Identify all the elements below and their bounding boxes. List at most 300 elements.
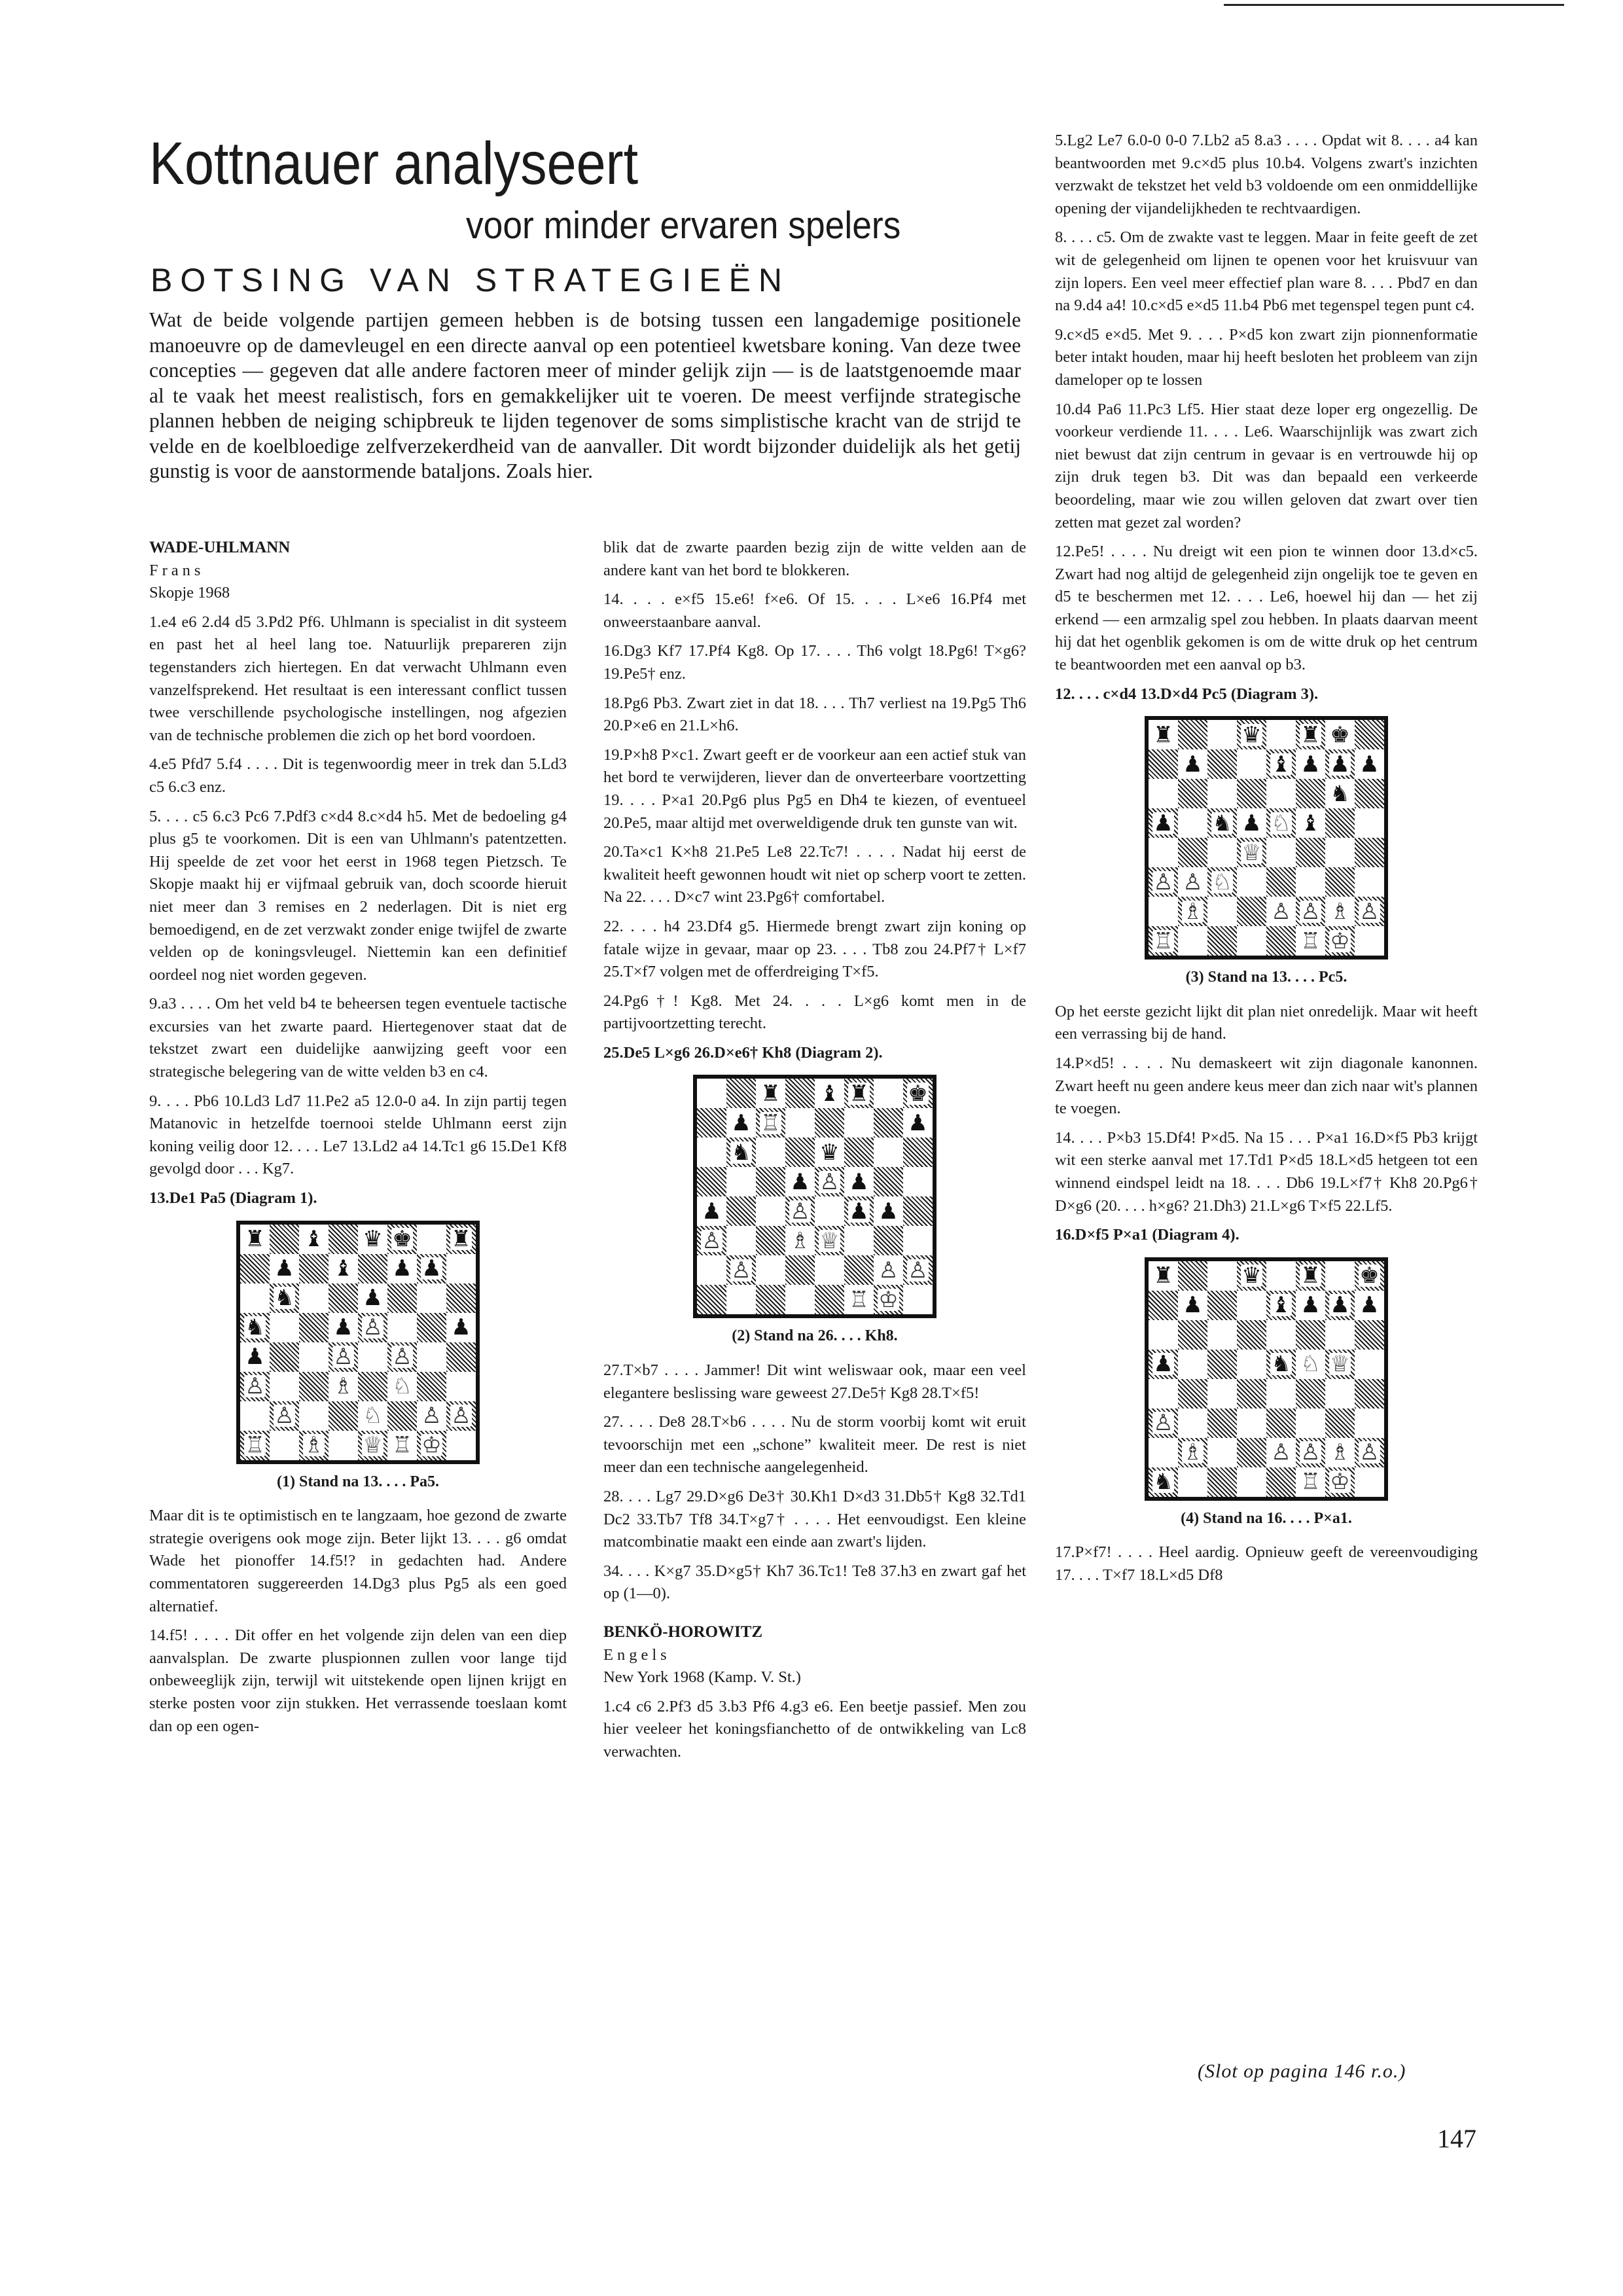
annotation-paragraph: 34. . . . K×g7 35.D×g5† Kh7 36.Tc1! Te8 37.h3 en zwart gaf het op (1—0).	[603, 1562, 1026, 1603]
annotation-paragraph: 9. . . . Pb6 10.Ld3 Ld7 11.Pe2 a5 12.0-0 a4. In zijn partij tegen Matanovic in hetzelfde toernooi stelde Uhlmann eerst zijn koning veilig door 12. . . . Le7 13.Ld2 a4 14.Tc1 g6 15.De1 Kf8 gevolgd door . . . Kg7.	[149, 1092, 567, 1178]
board-square	[1149, 1408, 1178, 1438]
board-square	[697, 1196, 726, 1226]
board-square	[240, 1342, 270, 1372]
board-square	[1266, 1320, 1296, 1350]
board-square	[903, 1196, 933, 1226]
board-square	[1237, 867, 1266, 897]
chess-piece-icon: ♟	[333, 1314, 353, 1341]
page-number: 147	[1437, 2124, 1476, 2153]
board-square	[844, 1079, 874, 1108]
annotation-paragraph: 4.e5 Pfd7 5.f4 . . . . Dit is tegenwoordig meer in trek dan 5.Ld3 c5 6.c3 enz.	[149, 755, 567, 796]
board-square	[756, 1255, 785, 1285]
game-1-players: WADE-UHLMANN	[149, 539, 291, 556]
board-square	[1149, 749, 1178, 779]
chess-piece-icon: ♗	[333, 1373, 353, 1400]
chess-piece-icon: ♖	[1300, 927, 1321, 954]
board-square	[387, 1431, 417, 1460]
chess-piece-icon: ♜	[760, 1080, 781, 1107]
board-square	[417, 1254, 446, 1283]
annotation-paragraph: 12.Pe5! . . . . Nu dreigt wit een pion te winnen door 13.d×c5. Zwart had nog altijd de gelegenheid zijn ongelijk toe te geven en d5 te beschermen met 12. . . . Le6, hoewel hij dan — het zij erkend — een armzalig spel zou hebben. In plaats daarvan meent hij dat het ogenblik gekomen is om de witte druk op het centrum te beantwoorden met een aanval op b3.	[1055, 543, 1478, 674]
board-square	[1207, 897, 1237, 926]
board-square	[726, 1226, 756, 1255]
board-square	[874, 1108, 903, 1138]
chess-piece-icon: ♝	[1300, 810, 1321, 836]
board-square	[446, 1401, 476, 1431]
chess-piece-icon: ♙	[1300, 898, 1321, 925]
annotation-paragraph: Maar dit is te optimistisch en te langzaam, hoe gezond de zwarte strategie overigens ook moge zijn. Beter lijkt 13. . . . g6 omdat Wade het pionoffer 14.f5!? in gedachten had. Andere commentatoren suggereerden 14.Dg3 plus Pg5 als een goed alternatief.	[149, 1507, 567, 1615]
chess-piece-icon: ♝	[1271, 751, 1291, 778]
chess-piece-icon: ♝	[304, 1226, 324, 1253]
chess-piece-icon: ♙	[1359, 898, 1380, 925]
chess-piece-icon: ♙	[790, 1198, 810, 1225]
board-square	[417, 1431, 446, 1460]
chess-piece-icon: ♛	[363, 1226, 383, 1253]
board-square	[1237, 1438, 1266, 1467]
board-square	[1325, 749, 1355, 779]
annotation-paragraph: 16.D×f5 P×a1 (Diagram 4).	[1055, 1226, 1240, 1244]
board-square	[1178, 1408, 1207, 1438]
chess-piece-icon: ♖	[849, 1286, 869, 1313]
board-square	[1355, 1438, 1384, 1467]
game-2-event: New York 1968 (Kamp. V. St.)	[603, 1668, 801, 1687]
board-square	[1149, 1291, 1178, 1320]
board-square	[446, 1431, 476, 1460]
chess-piece-icon: ♜	[451, 1226, 471, 1253]
board-square	[1149, 1261, 1178, 1291]
board-square	[697, 1079, 726, 1108]
board-square	[815, 1196, 844, 1226]
chess-piece-icon: ♟	[908, 1109, 928, 1136]
board-square	[1207, 1291, 1237, 1320]
board-square	[329, 1225, 358, 1254]
board-square	[1355, 897, 1384, 926]
board-square	[1178, 779, 1207, 808]
chess-piece-icon: ♜	[245, 1226, 265, 1253]
board-square	[1325, 779, 1355, 808]
board-square	[756, 1079, 785, 1108]
board-square	[1296, 779, 1325, 808]
board-square	[756, 1138, 785, 1167]
board-square	[299, 1401, 329, 1431]
board-square	[844, 1255, 874, 1285]
chess-piece-icon: ♖	[1300, 1469, 1321, 1496]
chess-piece-icon: ♟	[1183, 751, 1203, 778]
chess-piece-icon: ♛	[1241, 1263, 1262, 1289]
chess-piece-icon: ♟	[1153, 1351, 1173, 1378]
chess-piece-icon: ♟	[1300, 751, 1321, 778]
annotation-paragraph: 5.Lg2 Le7 6.0-0 0-0 7.Lb2 a5 8.a3 . . . . Opdat wit 8. . . . a4 kan beantwoorden met 9.c×d5 plus 10.b4. Volgens zwart's inzichten verzwakt de tekstzet het veld b3 voldoende om een onmiddellijke opening der vijandelijkheden te rechtvaardigen.	[1055, 132, 1478, 217]
board-square	[1207, 808, 1237, 838]
annotation-paragraph: 27. . . . De8 28.T×b6 . . . . Nu de storm voorbij komt wit eruit tevoorschijn met een „schone” kwaliteit meer. De rest is niet meer dan een technische aangelegenheid.	[603, 1413, 1026, 1477]
board-square	[240, 1372, 270, 1401]
board-square	[1237, 1261, 1266, 1291]
board-square	[1325, 808, 1355, 838]
board-square	[1207, 1438, 1237, 1467]
board-square	[240, 1254, 270, 1283]
board-square	[1149, 1320, 1178, 1350]
board-square	[697, 1108, 726, 1138]
chess-piece-icon: ♖	[245, 1432, 265, 1459]
chess-piece-icon: ♙	[908, 1257, 928, 1283]
board-square	[1237, 720, 1266, 749]
annotation-paragraph: 14. . . . e×f5 15.e6! f×e6. Of 15. . . . L×e6 16.Pf4 met onweerstaanbare aanval.	[603, 590, 1026, 631]
board-square	[1355, 1379, 1384, 1408]
board-square	[1355, 749, 1384, 779]
board-square	[785, 1138, 815, 1167]
chess-piece-icon: ♕	[1241, 839, 1262, 866]
board-square	[785, 1255, 815, 1285]
board-square	[726, 1167, 756, 1196]
board-square	[446, 1342, 476, 1372]
board-square	[1325, 838, 1355, 867]
chess-piece-icon: ♞	[1212, 810, 1232, 836]
board-square	[1178, 749, 1207, 779]
board-square	[358, 1401, 387, 1431]
chess-piece-icon: ♙	[421, 1403, 442, 1429]
board-square	[815, 1167, 844, 1196]
diagram-caption: (1) Stand na 13. . . . Pa5.	[276, 1473, 440, 1490]
board-square	[1355, 720, 1384, 749]
board-square	[240, 1401, 270, 1431]
chess-piece-icon: ♕	[819, 1227, 840, 1254]
chess-piece-icon: ♟	[1153, 810, 1173, 836]
annotation-paragraph: 1.c4 c6 2.Pf3 d5 3.b3 Pf6 4.g3 e6. Een beetje passief. Men zou hier veeleer het koningsfianchetto of de ontwikkeling van Lc8 verwachten.	[603, 1697, 1026, 1761]
board-square	[1325, 1467, 1355, 1497]
board-square	[1149, 838, 1178, 867]
chess-piece-icon: ♙	[702, 1227, 722, 1254]
board-square	[874, 1167, 903, 1196]
chess-board	[1145, 716, 1388, 960]
board-square	[299, 1283, 329, 1313]
board-square	[1296, 838, 1325, 867]
board-square	[1355, 808, 1384, 838]
chess-piece-icon: ♙	[1153, 869, 1173, 895]
board-square	[270, 1283, 299, 1313]
board-square	[844, 1167, 874, 1196]
board-square	[299, 1313, 329, 1342]
board-square	[446, 1254, 476, 1283]
intro-paragraph	[149, 308, 1021, 484]
annotation-paragraph: 9.c×d5 e×d5. Met 9. . . . P×d5 kon zwart zijn pionnenformatie beter intakt houden, maar hij heeft besloten het probleem van zijn dameloper op te lossen	[1055, 325, 1478, 389]
chess-piece-icon: ♞	[1271, 1351, 1291, 1378]
board-square	[844, 1226, 874, 1255]
annotation-paragraph: 18.Pg6 Pb3. Zwart ziet in dat 18. . . . Th7 verliest na 19.Pg5 Th6 20.P×e6 en 21.L×h6.	[603, 694, 1026, 735]
board-square	[1149, 897, 1178, 926]
chess-piece-icon: ♗	[790, 1227, 810, 1254]
section-title: BOTSING VAN STRATEGIEËN	[151, 262, 791, 298]
chess-piece-icon: ♗	[1183, 898, 1203, 925]
board-square	[726, 1138, 756, 1167]
board-square	[446, 1283, 476, 1313]
chess-piece-icon: ♟	[245, 1344, 265, 1371]
chess-piece-icon: ♕	[363, 1432, 383, 1459]
board-square	[1149, 808, 1178, 838]
chess-piece-icon: ♙	[363, 1314, 383, 1341]
board-square	[417, 1283, 446, 1313]
annotation-paragraph: 14.P×d5! . . . . Nu demaskeert wit zijn diagonale kanonnen. Zwart heeft nu geen andere keus meer dan zich naar wit's plannen te voegen.	[1055, 1054, 1478, 1118]
board-square	[446, 1372, 476, 1401]
chess-piece-icon: ♜	[1153, 1263, 1173, 1289]
board-square	[1237, 1350, 1266, 1379]
chess-piece-icon: ♙	[392, 1344, 412, 1371]
chess-piece-icon: ♟	[1300, 1292, 1321, 1319]
board-square	[1266, 808, 1296, 838]
chess-piece-icon: ♙	[451, 1403, 471, 1429]
chess-piece-icon: ♙	[1153, 1410, 1173, 1437]
annotation-paragraph: 28. . . . Lg7 29.D×g6 De3† 30.Kh1 D×d3 31.Db5† Kg8 32.Td1 Dc2 33.Tb7 Tf8 34.T×g7† . . . . Het eenvoudigst. Een kleine matcombinatie maakt een einde aan zwart's lijden.	[603, 1488, 1026, 1551]
board-square	[756, 1108, 785, 1138]
chess-piece-icon: ♟	[1241, 810, 1262, 836]
board-square	[329, 1431, 358, 1460]
board-square	[785, 1196, 815, 1226]
board-square	[1266, 838, 1296, 867]
board-square	[1178, 1261, 1207, 1291]
top-rule	[1224, 4, 1564, 6]
board-square	[1296, 1291, 1325, 1320]
board-square	[1355, 838, 1384, 867]
board-square	[1178, 838, 1207, 867]
chess-piece-icon: ♜	[1300, 721, 1321, 748]
board-square	[299, 1254, 329, 1283]
board-square	[1237, 1467, 1266, 1497]
chess-piece-icon: ♟	[1183, 1292, 1203, 1319]
game-1-opening: Frans	[149, 561, 205, 579]
board-square	[785, 1079, 815, 1108]
board-square	[446, 1313, 476, 1342]
board-square	[1266, 1467, 1296, 1497]
board-square	[874, 1196, 903, 1226]
chess-piece-icon: ♟	[849, 1198, 869, 1225]
chess-piece-icon: ♚	[908, 1080, 928, 1107]
board-square	[1296, 1379, 1325, 1408]
chess-piece-icon: ♚	[1330, 721, 1350, 748]
board-square	[1207, 1408, 1237, 1438]
board-square	[1237, 779, 1266, 808]
chess-piece-icon: ♝	[1271, 1292, 1291, 1319]
board-square	[815, 1079, 844, 1108]
board-square	[1325, 926, 1355, 956]
annotation-paragraph: 10.d4 Pa6 11.Pc3 Lf5. Hier staat deze loper erg ongezellig. De voorkeur verdiende 11. . . . Le6. Waarschijnlijk was zwart zich niet bewust dat zijn centrum in gevaar is en vertrouwde hij op zijn druk tegen b3. Dit was dan bepaald een verkeerde beoordeling, maar wie zou willen geloven dat zwart over tien zetten mat gezet zal worden?	[1055, 400, 1478, 531]
board-square	[1178, 1291, 1207, 1320]
board-square	[785, 1285, 815, 1314]
board-square	[1325, 1350, 1355, 1379]
game-2-players: BENKÖ-HOROWITZ	[603, 1623, 763, 1641]
board-square	[1207, 1379, 1237, 1408]
board-square	[1149, 867, 1178, 897]
chess-piece-icon: ♟	[790, 1168, 810, 1195]
board-square	[874, 1255, 903, 1285]
annotation-paragraph: 14. . . . P×b3 15.Df4! P×d5. Na 15 . . . P×a1 16.D×f5 Pb3 krijgt wit een sterke aanval met 17.Td1 P×d5 18.L×d5 hetgeen tot een winnend eindspel leidt na 18. . . . Db6 19.L×f7† Kh8 20.Pg6† D×g6 (20. . . . h×g6? 21.Dh3) 21.L×g6 T×f5 22.Lf5.	[1055, 1128, 1478, 1215]
board-square	[1296, 1408, 1325, 1438]
board-square	[697, 1167, 726, 1196]
board-square	[697, 1255, 726, 1285]
board-square	[844, 1196, 874, 1226]
board-square	[1178, 1320, 1207, 1350]
board-square	[1355, 926, 1384, 956]
board-square	[1207, 779, 1237, 808]
chess-diagram-1	[236, 1221, 480, 1494]
board-square	[299, 1225, 329, 1254]
board-square	[1325, 867, 1355, 897]
board-square	[329, 1313, 358, 1342]
board-square	[1237, 749, 1266, 779]
board-square	[387, 1313, 417, 1342]
board-square	[1149, 1467, 1178, 1497]
board-square	[1296, 1350, 1325, 1379]
board-square	[299, 1431, 329, 1460]
chess-piece-icon: ♘	[1212, 869, 1232, 895]
board-square	[1237, 838, 1266, 867]
board-square	[1237, 1291, 1266, 1320]
board-square	[329, 1283, 358, 1313]
chess-piece-icon: ♙	[878, 1257, 899, 1283]
board-square	[756, 1167, 785, 1196]
board-square	[1296, 1261, 1325, 1291]
board-square	[240, 1283, 270, 1313]
chess-piece-icon: ♗	[1183, 1439, 1203, 1466]
board-square	[1266, 897, 1296, 926]
board-square	[329, 1401, 358, 1431]
chess-piece-icon: ♟	[702, 1198, 722, 1225]
board-square	[329, 1372, 358, 1401]
annotation-paragraph: 22. . . . h4 23.Df4 g5. Hiermede brengt zwart zijn koning op fatale wijze in gevaar, maar op 23. . . . Tb8 zou 24.Pf7† L×f7 25.T×f7 volgen met de offerdreiging T×f5.	[603, 917, 1026, 981]
board-square	[756, 1196, 785, 1226]
board-square	[1296, 1467, 1325, 1497]
column-3	[1055, 130, 1478, 1594]
board-square	[1325, 897, 1355, 926]
chess-piece-icon: ♙	[1271, 1439, 1291, 1466]
chess-piece-icon: ♞	[1330, 780, 1350, 807]
board-square	[387, 1254, 417, 1283]
board-square	[903, 1255, 933, 1285]
board-square	[1325, 1408, 1355, 1438]
annotation-paragraph: 20.Ta×c1 K×h8 21.Pe5 Le8 22.Tc7! . . . . Nadat hij eerst de kwaliteit heeft gewonnen houdt wit niet op scherp voort te zetten. Na 22. . . . D×c7 wint 23.Pg6† comfortabel.	[603, 843, 1026, 906]
chess-piece-icon: ♜	[1300, 1263, 1321, 1289]
chess-piece-icon: ♟	[392, 1255, 412, 1282]
board-square	[387, 1372, 417, 1401]
annotation-paragraph: 16.Dg3 Kf7 17.Pf4 Kg8. Op 17. . . . Th6 volgt 18.Pg6! T×g6? 19.Pe5† enz.	[603, 642, 1026, 683]
board-square	[815, 1108, 844, 1138]
chess-piece-icon: ♘	[1271, 810, 1291, 836]
board-square	[1237, 1408, 1266, 1438]
annotation-paragraph: 24.Pg6†! Kg8. Met 24. . . . L×g6 komt men in de partijvoortzetting terecht.	[603, 992, 1026, 1033]
board-square	[1296, 1320, 1325, 1350]
chess-piece-icon: ♟	[421, 1255, 442, 1282]
page-subtitle: voor minder ervaren spelers	[466, 204, 901, 247]
board-square	[785, 1108, 815, 1138]
chess-piece-icon: ♟	[274, 1255, 294, 1282]
board-square	[1355, 1320, 1384, 1350]
board-square	[270, 1372, 299, 1401]
chess-board	[236, 1221, 480, 1464]
chess-piece-icon: ♔	[421, 1432, 442, 1459]
annotation-paragraph: 14.f5! . . . . Dit offer en het volgende zijn delen van een diep aanvalsplan. De zwarte pluspionnen zullen voor lange tijd onbeweeglijk zijn, terwijl wit uitstekende open lijnen krijgt en sterke posten voor zijn stukken. Het verrassende toeslaan komt dan op een ogen-	[149, 1626, 567, 1735]
board-square	[1178, 897, 1207, 926]
chess-piece-icon: ♙	[245, 1373, 265, 1400]
chess-piece-icon: ♛	[819, 1139, 840, 1166]
chess-piece-icon: ♞	[274, 1285, 294, 1312]
annotation-paragraph: 13.De1 Pa5 (Diagram 1).	[149, 1189, 317, 1208]
board-square	[1178, 1438, 1207, 1467]
annotation-paragraph: 5. . . . c5 6.c3 Pc6 7.Pdf3 c×d4 8.c×d4 h5. Met de bedoeling g4 plus g5 te voorkomen. Dit is een van Uhlmann's patentzetten. Hij speelde de zet voor het eerst in 1968 tegen Pietzsch. Te Skopje maakt hij er vijfmaal gebruik van, doch scoorde hieruit niet meer dan 3 remises en 2 nederlagen. Dit is niet erg bemoedigend, en de zet verzwakt zonder enige twijfel de zwarte velden op de koningsvleugel. Niettemin kan een definitief oordeel nog niet worden gegeven.	[149, 807, 567, 984]
board-square	[1207, 926, 1237, 956]
chess-piece-icon: ♙	[731, 1257, 751, 1283]
board-square	[1178, 926, 1207, 956]
board-square	[299, 1372, 329, 1401]
board-square	[726, 1108, 756, 1138]
board-square	[815, 1226, 844, 1255]
board-square	[903, 1285, 933, 1314]
board-square	[1178, 1350, 1207, 1379]
board-square	[1237, 808, 1266, 838]
intro-text: Wat de beide volgende partijen gemeen hebben is de botsing tussen een langademige positionele manoeuvre op de damevleugel en een directe aanval op een potentieel kwetsbare koning. Van deze twee concepties — gegeven dat alle andere factoren meer of minder gelijk zijn — is de laatstgenoemde maar al te vaak het meest realistisch, fors en gemakkelijker uit te voeren. De meest verfijnde strategische plannen hebben de neiging schipbreuk te lijden tegenover de soms simplistische kracht van de strijd te velde en de koelbloedige zelfverzekerdheid van de aanvaller. Dit wordt bijzonder duidelijk als het getij gunstig is voor de aanstormende bataljons. Zoals hier.	[149, 308, 1021, 482]
board-square	[358, 1342, 387, 1372]
board-square	[1178, 720, 1207, 749]
chess-piece-icon: ♟	[1359, 751, 1380, 778]
board-square	[1149, 779, 1178, 808]
chess-piece-icon: ♜	[1153, 721, 1173, 748]
column-1	[149, 537, 567, 1744]
chess-piece-icon: ♔	[1330, 927, 1350, 954]
board-square	[1178, 1379, 1207, 1408]
board-square	[1355, 867, 1384, 897]
board-square	[1296, 897, 1325, 926]
board-square	[815, 1285, 844, 1314]
chess-piece-icon: ♟	[363, 1285, 383, 1312]
board-square	[358, 1254, 387, 1283]
board-square	[785, 1226, 815, 1255]
board-square	[270, 1225, 299, 1254]
chess-piece-icon: ♟	[451, 1314, 471, 1341]
chess-piece-icon: ♙	[1271, 898, 1291, 925]
board-square	[1207, 1467, 1237, 1497]
chess-piece-icon: ♙	[1359, 1439, 1380, 1466]
chess-piece-icon: ♟	[1359, 1292, 1380, 1319]
board-square	[1149, 1438, 1178, 1467]
board-square	[417, 1372, 446, 1401]
board-square	[903, 1079, 933, 1108]
board-square	[240, 1225, 270, 1254]
board-square	[358, 1313, 387, 1342]
board-square	[1266, 926, 1296, 956]
board-square	[1207, 1350, 1237, 1379]
diagram-caption: (4) Stand na 16. . . . P×a1.	[1181, 1509, 1352, 1527]
annotation-paragraph: 19.P×h8 P×c1. Zwart geeft er de voorkeur aan een actief stuk van het bord te verwijderen, liever dan de onverteerbare voortzetting 19. . . . P×a1 20.Pg6 plus Pg5 en Dh4 te kiezen, of eventueel 20.Pe5, maar altijd met overweldigende druk ten gunste van wit.	[603, 745, 1026, 832]
board-square	[387, 1342, 417, 1372]
board-square	[726, 1196, 756, 1226]
board-square	[1325, 1320, 1355, 1350]
chess-piece-icon: ♙	[274, 1403, 294, 1429]
board-square	[417, 1313, 446, 1342]
board-square	[1207, 720, 1237, 749]
board-square	[874, 1079, 903, 1108]
game-2-opening: Engels	[603, 1645, 671, 1664]
board-square	[1266, 867, 1296, 897]
chess-piece-icon: ♞	[1153, 1469, 1173, 1496]
board-square	[726, 1079, 756, 1108]
board-square	[1296, 749, 1325, 779]
board-square	[358, 1225, 387, 1254]
board-square	[726, 1285, 756, 1314]
chess-piece-icon: ♙	[1300, 1439, 1321, 1466]
chess-piece-icon: ♝	[819, 1080, 840, 1107]
board-square	[1178, 808, 1207, 838]
board-square	[358, 1431, 387, 1460]
board-square	[1325, 1438, 1355, 1467]
board-square	[1355, 1408, 1384, 1438]
board-square	[1207, 1320, 1237, 1350]
board-square	[697, 1138, 726, 1167]
